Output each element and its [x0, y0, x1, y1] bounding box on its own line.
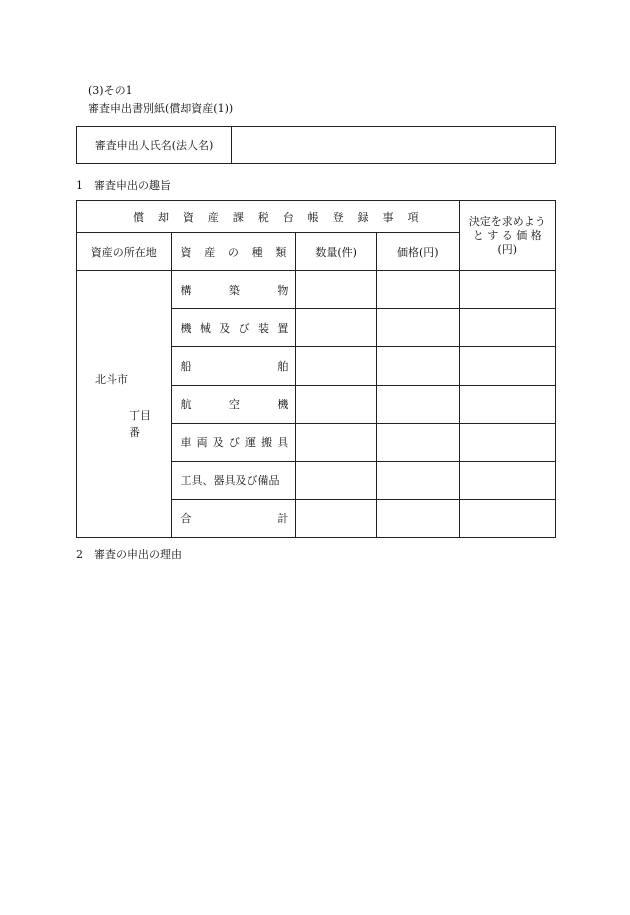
- type-header-char: 種: [251, 245, 263, 259]
- register-header-char: 登: [332, 210, 344, 224]
- register-header-char: 償: [133, 210, 144, 224]
- asset-type-char: 装: [257, 321, 269, 335]
- asset-type-char: び: [228, 436, 240, 450]
- price-cell[interactable]: [376, 423, 459, 461]
- asset-type-char: 舶: [277, 359, 289, 373]
- asset-type-cell: [171, 385, 296, 423]
- type-header-char: 資: [180, 245, 192, 259]
- price-cell[interactable]: [376, 271, 459, 309]
- requested-cell[interactable]: [459, 423, 555, 461]
- asset-type-char: 構: [180, 283, 192, 297]
- ban-label: 番: [129, 426, 140, 440]
- requested-cell[interactable]: [459, 271, 555, 309]
- quantity-cell[interactable]: [296, 347, 377, 385]
- applicant-label: 審査申出人氏名(法人名): [77, 127, 232, 164]
- asset-type-char: 車: [180, 436, 192, 450]
- asset-type-char: 械: [199, 321, 211, 335]
- asset-type-char: 機: [277, 398, 289, 412]
- asset-type-char: 置: [277, 321, 289, 335]
- price-cell[interactable]: [376, 347, 459, 385]
- register-header-char: 帳: [307, 210, 319, 224]
- quantity-cell[interactable]: [296, 461, 377, 499]
- register-header-char: 産: [207, 210, 219, 224]
- asset-type-char: び: [238, 321, 250, 335]
- applicant-name-field[interactable]: [232, 127, 556, 164]
- asset-type-char: 搬: [261, 436, 273, 450]
- register-header-char: 事: [382, 210, 394, 224]
- table-row: [77, 271, 556, 309]
- asset-type-char: 運: [245, 436, 257, 450]
- register-header-char: 録: [357, 210, 369, 224]
- asset-type-char: 計: [277, 512, 289, 526]
- register-header-char: 項: [407, 210, 419, 224]
- price-column-header: 価格(円): [376, 233, 459, 271]
- asset-type-char: 物: [277, 283, 289, 297]
- quantity-cell[interactable]: [296, 499, 377, 537]
- applicant-table: [76, 126, 556, 164]
- quantity-cell[interactable]: [296, 309, 377, 347]
- asset-type-char: 機: [180, 321, 192, 335]
- city-label: 北斗市: [95, 373, 128, 387]
- register-header: [77, 201, 460, 233]
- requested-cell[interactable]: [459, 385, 555, 423]
- section1-title: 1 審査申出の趣旨: [76, 179, 171, 192]
- register-header-char: 却: [157, 210, 169, 224]
- quantity-cell[interactable]: [296, 271, 377, 309]
- asset-type-char: 具: [277, 436, 289, 450]
- location-cell[interactable]: [77, 271, 172, 538]
- price-cell[interactable]: [376, 385, 459, 423]
- requested-cell[interactable]: [459, 309, 555, 347]
- type-header-char: 産: [204, 245, 216, 259]
- asset-type-cell: [171, 423, 296, 461]
- price-cell[interactable]: [376, 461, 459, 499]
- form-title: 審査申出書別紙(償却資産(1)): [88, 102, 234, 115]
- register-header-char: 税: [257, 210, 269, 224]
- chome-label: 丁目: [129, 409, 151, 423]
- section2-title: 2 審査の申出の理由: [76, 548, 182, 561]
- asset-type-char: 築: [228, 283, 240, 297]
- asset-type-char: 空: [228, 398, 240, 412]
- quantity-column-header: 数量(件): [296, 233, 377, 271]
- price-cell[interactable]: [376, 309, 459, 347]
- asset-type-char: 工具、器具及び備品: [180, 474, 280, 488]
- asset-type-char: 航: [180, 398, 192, 412]
- asset-type-cell: [171, 499, 296, 537]
- requested-cell[interactable]: [459, 499, 555, 537]
- type-header-char: の: [227, 245, 239, 259]
- asset-type-char: 合: [180, 512, 192, 526]
- type-header-char: 類: [275, 245, 287, 259]
- asset-type-char: 船: [180, 359, 192, 373]
- register-header-char: 台: [282, 210, 294, 224]
- price-cell[interactable]: [376, 499, 459, 537]
- location-column-header: 資産の所在地: [77, 233, 172, 271]
- asset-table: [76, 200, 556, 538]
- section-number: (3)その1: [88, 84, 133, 97]
- asset-type-char: 及: [219, 321, 231, 335]
- asset-type-cell: [171, 309, 296, 347]
- register-header-char: 資: [182, 210, 194, 224]
- requested-cell[interactable]: [459, 347, 555, 385]
- type-column-header: [171, 233, 296, 271]
- asset-type-char: 両: [196, 436, 208, 450]
- asset-type-cell: [171, 271, 296, 309]
- register-header-char: 課: [232, 210, 244, 224]
- quantity-cell[interactable]: [296, 423, 377, 461]
- requested-cell[interactable]: [459, 461, 555, 499]
- asset-type-cell: [171, 347, 296, 385]
- decision-price-header: 決定を求めよう と す る 価 格 (円): [459, 201, 555, 271]
- asset-type-char: 及: [212, 436, 224, 450]
- quantity-cell[interactable]: [296, 385, 377, 423]
- asset-type-cell: [171, 461, 296, 499]
